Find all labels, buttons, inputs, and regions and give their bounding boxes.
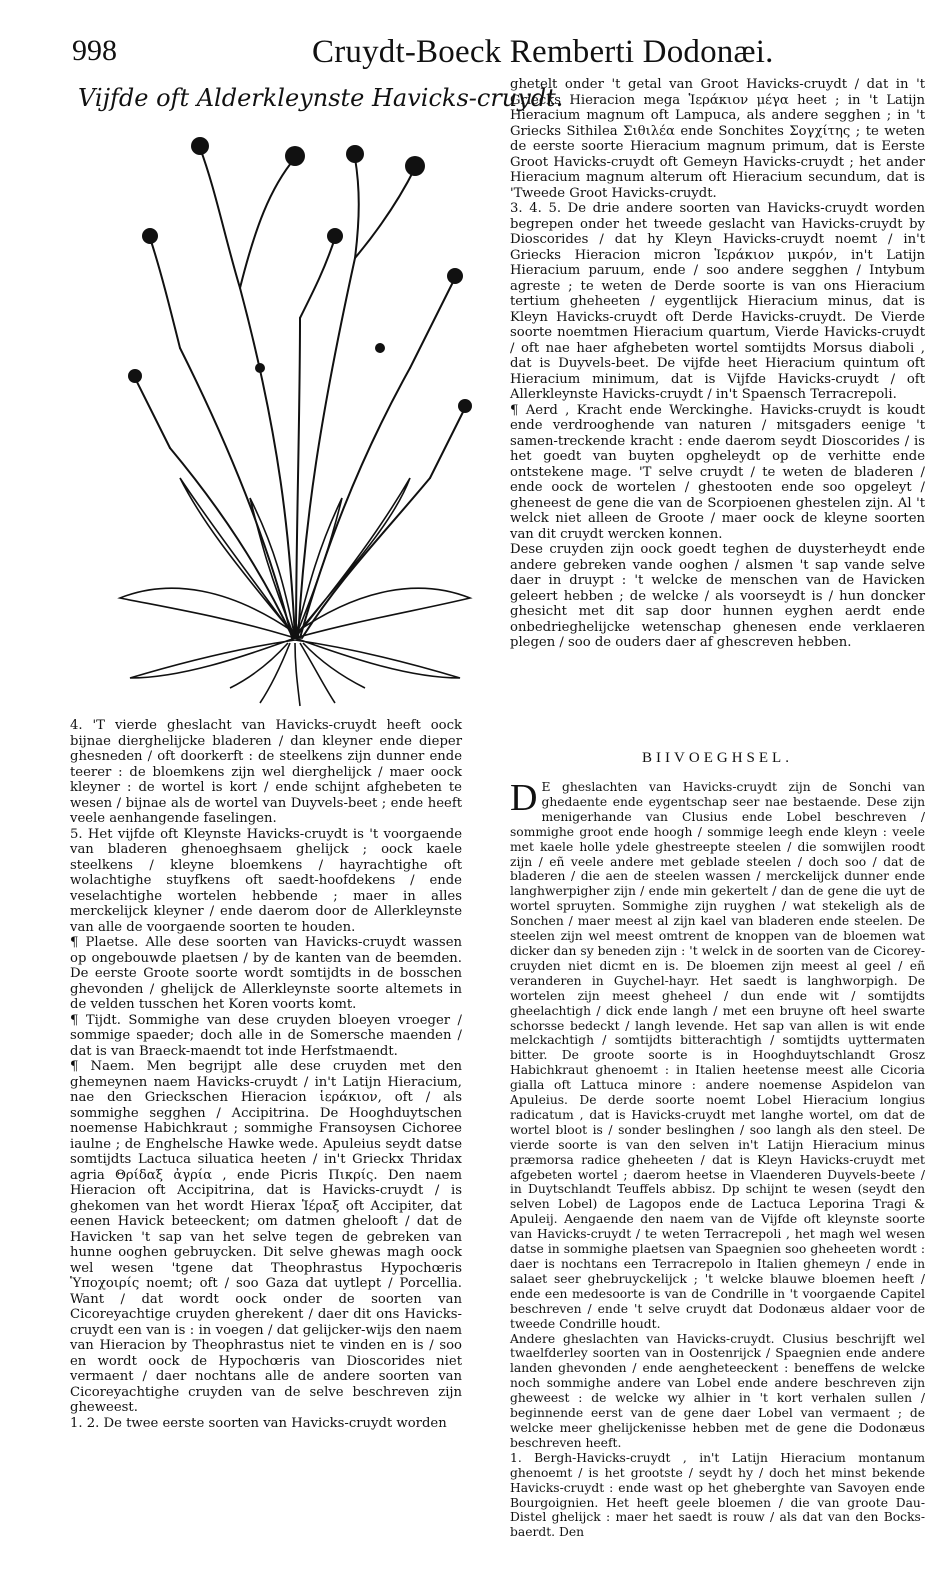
paragraph: Dese cruyden zijn oock goedt teghen de duysterheydt ende andere gebreken vande ooghen / alsmen 't sap vande selve daer in druypt : 't welcke de menschen van de Havicken geleert hebben ; de welcke / als voorseydt is / hun doncker ghesicht met dit sap door hunnen eyghen aerdt ende onbedrieghelijcke wetenschap ghenesen ende verklaeren plegen / soo de ouders daer af ghescreven hebben. (510, 542, 925, 650)
drop-cap: D (510, 777, 538, 819)
addendum-text-column (510, 777, 925, 1540)
paragraph: 1. 2. De twee eerste soorten van Havicks-cruydt worden (70, 1415, 447, 1431)
paragraph: ¶ Plaetse. Alle dese soorten van Havicks-cruydt wassen op ongebouwde plaetsen / by de kanten van de beemden. De eerste Groote soorte wordt somtijdts in de bosschen ghevonden / ghelijck de Allerkleynste soorte altemets in de velden tusschen het Koren voorts komt. (70, 935, 462, 1012)
paragraph: ¶ Tijdt. Sommighe van dese cruyden bloeyen vroeger / sommige spaeder; doch alle in de Somersche maenden / dat is van Braeck-maendt tot inde Herfstmaendt. (70, 1012, 462, 1059)
paragraph: ¶ Naem. Men begrijpt alle dese cruyden met den ghemeynen naem Havicks-cruydt / in't Latijn Hieracium, nae den Grieckschen Hieracion ἱεράκιον, oft / als sommighe segghen / Accipitrina. De Hooghduytschen noemense Habichkraut ; sommighe Fransoysen Cichoree iaulne ; de Enghelsche Hawke wede. Apuleius seydt datse somtijdts Lactuca siluatica heeten / in't Grieckx Thridax agria Θρίδαξ ἀγρία , ende Picris Πικρίς. Den naem Hieracion oft Accipitrina, dat is Havicks-cruydt / is ghekomen van het wordt Hierax Ἱέραξ oft Accipiter, dat eenen Havick beteeckent; om datmen ghelooft / dat de Havicken 't sap van het selve tegen de gebreken van hunne ooghen gebruycken. Dit selve ghewas magh oock wel wesen 'tgene dat Theophrastus Hypochœris Ὑποχοιρίς noemt; oft / soo Gaza dat uytlept / Porcellia. Want / dat wordt oock onder de soorten van Cicoreyachtige cruyden gherekent / daer dit ons Havicks-cruydt een van is : in voegen / dat gelijcker-wijs den naem van Hieracion by Theophrastus niet te vinden en is / soo en wordt oock de Hypochœris van Dioscorides niet vermaent / daer nochtans alle de andere soorten van Cicoreyachtighe cruyden van de selve beschreven zijn gheweest. (70, 1059, 462, 1415)
paragraph: 1. Bergh-Havicks-cruydt , in't Latijn Hieracium montanum ghenoemt / is het grootste / seydt hy / doch het minst bekende Havicks-cruydt : ende wast op het gheberghte van Savoyen ende Bourgoignien. Het heeft geele bloemen / die van groote Dau-Distel ghelijck : maer het saedt is rouw / als dat van den Bocks-baerdt. Den (510, 1450, 925, 1540)
paragraph: ¶ Aerd , Kracht ende Werckinghe. Havicks-cruydt is koudt ende verdrooghende van naturen / mitsgaders eenige 't samen-treckende kracht : ende daerom seydt Dioscorides / is het goedt van buyten opgheleydt op de verhitte ende ontstekene mage. 'T selve cruydt / te weten de bladeren / ende oock de wortelen / ghestooten ende soo opgeleyt / gheneest de gene die van de Scorpioenen ghestelen zijn. Al 't welck niet alleen de Groote / maer oock de kleyne soorten van dit cruydt wercken konnen. (510, 402, 925, 542)
figure-caption: Vijfde oft Alderkleynste Havicks-cruydt. (78, 84, 564, 112)
paragraph: ghetelt onder 't getal van Groot Havicks-cruydt / dat in 't Griecks Hieracion mega Ἱεράκιον μέγα heet ; in 't Latijn Hieracium magnum oft Lampuca, als andere segghen ; in 't Griecks Sithilea Σιθιλέα ende Sonchites Σογχίτης ; te weten de eerste soorte Hieracium magnum primum, dat is Eerste Groot Havicks-cruydt oft Gemeyn Havicks-cruydt ; het ander Hieracium magnum alterum oft Hieracium secundum, dat is 'Tweede Groot Havicks-cruydt. (510, 77, 925, 201)
hawkweed-woodcut-illustration (110, 118, 480, 708)
paragraph: 4. 'T vierde gheslacht van Havicks-cruydt heeft oock bijnae dierghelijcke bladeren / dan kleyner ende dieper ghesneden / oft doorkerft : de steelkens zijn dunner ende teerer : de bloemkens zijn wel dierghelijck / maer oock kleyner : de wortel is kort / ende schijnt afghebeten te wesen / bijnae als de wortel van Duyvels-beet ; ende heeft veele aenhangende faselingen. (70, 718, 462, 826)
running-title: Cruydt-Boeck Remberti Dodonæi. (312, 34, 774, 70)
right-text-column (510, 77, 925, 651)
paragraph: 5. Het vijfde oft Kleynste Havicks-cruydt is 't voorgaende van bladeren ghenoeghsaem ghelijck ; oock kaele steelkens / kleyne bloemkens / hayrachtighe oft wolachtighe stuyfkens oft saedt-hoofdekens / ende veselachtighe wortelen hebbende ; maer in alles merckelijck kleyner / ende daerom door de Allerkleynste van alle de voorgaende soorten te houden. (70, 826, 462, 935)
page-header (72, 30, 932, 80)
paragraph: 3. 4. 5. De drie andere soorten van Havicks-cruydt worden begrepen onder het tweede geslacht van Havicks-cruydt by Dioscorides / dat hy Kleyn Havicks-cruydt noemt / in't Griecks Hieracion micron Ἱεράκιον μικρόν, in't Latijn Hieracium paruum, ende / soo andere segghen / Intybum agreste ; te weten de Derde soorte is van ons Hieracium tertium gheheeten / eygentlijck Hieracium minus, dat is Kleyn Havicks-cruydt oft Derde Havicks-cruydt. De Vierde soorte noemtmen Hieracium quartum, Vierde Havicks-cruydt / oft nae haer afghebeten wortel somtijdts Morsus diaboli , dat is Duyvels-beet. De vijfde heet Hieracium quintum oft Hieracium minimum, dat is Vijfde Havicks-cruydt / oft Allerkleynste Havicks-cruydt / in't Spaensch Terracrepoli. (510, 201, 925, 402)
page-number: 998 (72, 34, 117, 67)
left-text-column (70, 718, 462, 1431)
paragraph-text: E gheslachten van Havicks-cruydt zijn de Sonchi van ghedaente ende eygentschap seer nae bestaende. Dese zijn menigerhande van Clusius ende Lobel beschreven / sommighe groot ende hoogh / sommige leegh ende kleyn : veele met kaele holle ydele ghestreepte steelen / die somwijlen roodt zijn / eñ veele andere met geblade steelen / doch soo / dat de bladeren / die aen de steelen wassen / merckelijck dunner ende langhwerpigher zijn / ende min gekertelt / dan de gene die uyt de wortel spruyten. Sommighe zijn ruyghen / wat stekeligh als de Sonchen / maer meest al zijn kael van bladeren ende steelen. De steelen zijn wel meest omtrent de knoppen van de bloemen wat dicker dan sy beneden zijn : 't welck in de soorten van de Cicorey-cruyden niet dicmt en is. De bloemen zijn meest al geel / eñ veranderen in Guychel-hayr. Het saedt is langhworpigh. De wortelen zijn meest gheheel / dun ende wit / somtijdts gheelachtigh / dick ende langh / met een bruyne oft heel swarte schorsse bedeckt / langh levende. Het sap van allen is wit ende melckachtigh / somtijdts bitterachtigh / somtijdts uyttermaten bitter. De groote soorte is in Hooghduytschlandt Grosz Habichkraut ghenoemt : in Italien heetense meest alle Cicoria gialla oft Lattuca minore : andere noemense Aspidelon van Apuleius. De derde soorte noemt Lobel Hieracium longius radicatum , dat is Havicks-cruydt met langhe wortel, om dat de wortel bloot is / sonder beslinghen / soo langh als den steel. De vierde soorte is van den selven in't Latijn Hieracium minus præmorsa radice gheheeten / dat is Kleyn Havicks-cruydt met afgebeten wortel ; daerom heetse in Vlaenderen Duyvels-beete / in Duytschlandt Teuffels abbisz. Dp schijnt te wesen (seydt den selven Lobel) de Lagopos ende de Lactuca Leporina Tragi & Apuleij. Aengaende den naem van de Vijfde oft kleynste soorte van Havicks-cruydt / te weten Terracrepoli , het magh wel wesen datse in sommighe plaetsen van Spaegnien soo gheheeten wordt : daer is nochtans een Terracrepolo in Italien ghemeyn / ende in salaet seer ghebruyckelijck ; 't welcke blauwe bloemen heeft / ende een medesoorte is van de Condrille in 't voorgaende Capitel beschreven / ende 't selve cruydt dat Dodonæus aldaer voor de tweede Condrille houdt. (510, 780, 925, 1331)
section-heading: BIIVOEGHSEL. (642, 750, 793, 766)
paragraph: Andere gheslachten van Havicks-cruydt. Clusius beschrijft wel twaelfderley soorten van in Oostenrijck / Spaegnien ende andere landen ghevonden / ende aengheteeckent : beneffens de welcke noch sommighe andere van Lobel ende andere beschreven zijn gheweest : de welcke wy alhier in 't kort verhalen sullen / beginnende eerst van de gene daer Lobel van vermaent ; de welcke meer ghelijckenisse hebben met de gene die Dodonæus beschreven heeft. (510, 1331, 925, 1450)
paragraph (510, 777, 925, 1332)
